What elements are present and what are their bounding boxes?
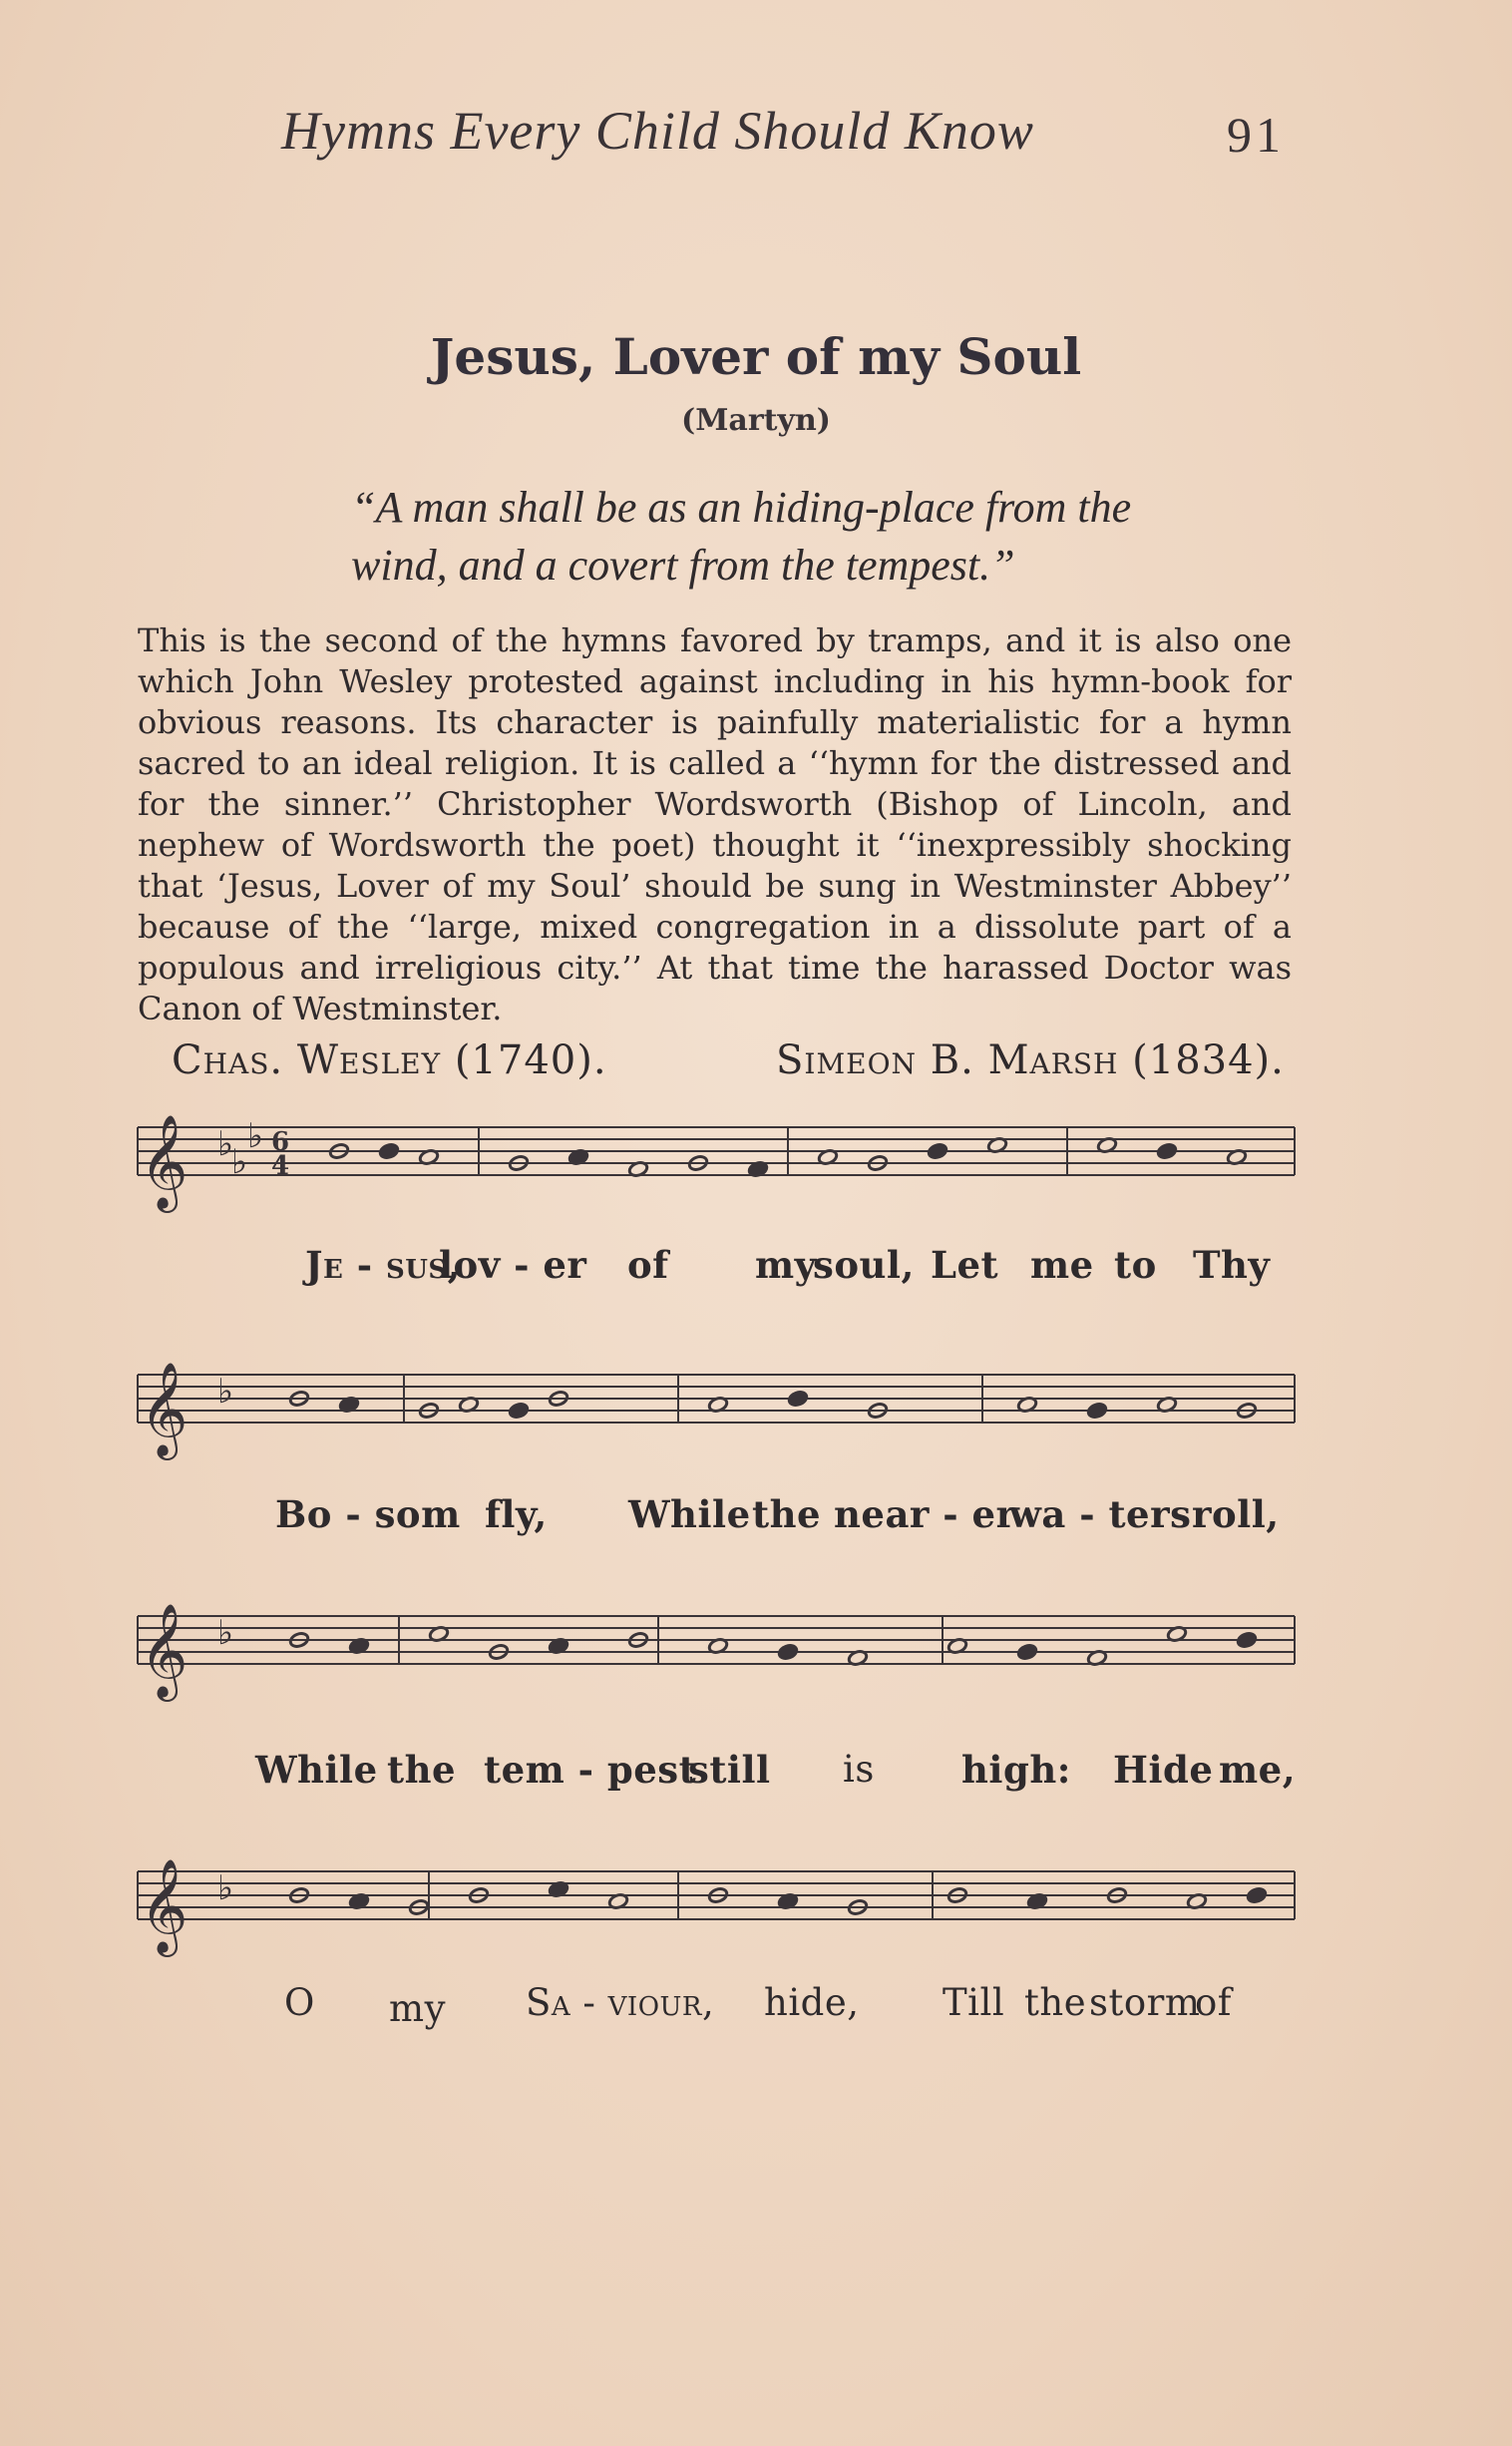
lyric-syllable: me, — [1219, 1748, 1297, 1792]
lyric-syllable: the — [387, 1748, 457, 1792]
lyric-syllable: Bo - som — [275, 1492, 461, 1536]
flat-sign-icon: ♭ — [217, 1124, 234, 1164]
lyric-syllable: While — [628, 1492, 751, 1536]
note-head — [378, 1142, 399, 1159]
lyric-syllable: Je - sus, — [305, 1243, 462, 1287]
lyric-syllable: still — [688, 1748, 771, 1792]
commentary-paragraph: This is the second of the hymns favored by tramps, and it is also one which John Wesley protested against including in his hymn-book for obvious reasons. Its character is painfully materialistic for a hymn sacred to an ideal religion. It is called a ‘‘hymn for the distressed and for the sinner.’’ Christopher Wordsworth (Bishop of Lincoln, and nephew of Wordsworth the poet) thought it ‘‘inexpressibly shocking that ‘Jesus, Lover of my Soul’ should be sung in Westminster Abbey’’ because of the ‘‘large, mixed congregation in a dissolute part of a populous and irreligious city.’’ At that time the harassed Doctor was Canon of Westminster. — [138, 621, 1292, 1027]
lyric-syllable: Till — [943, 1981, 1005, 2024]
lyric-syllable: near - er — [834, 1492, 1016, 1536]
note-head — [787, 1390, 808, 1407]
running-title: Hymns Every Child Should Know — [281, 101, 1034, 161]
hymn-title: Jesus, Lover of my Soul — [430, 327, 1082, 386]
epigraph-line-1: “A man shall be as an hiding-place from the — [351, 483, 1132, 532]
lyric-syllable: hide, — [764, 1981, 860, 2024]
lyric-syllable: wa - ters — [1009, 1492, 1192, 1536]
note-head — [508, 1402, 529, 1419]
lyric-syllable: Sa - viour, — [526, 1981, 715, 2024]
lyric-syllable: tem - pest — [484, 1748, 697, 1792]
flat-sign-icon: ♭ — [217, 1868, 234, 1908]
lyric-syllable: of — [627, 1243, 669, 1287]
note-head — [1236, 1631, 1257, 1648]
tune-name: (Martyn) — [681, 403, 831, 438]
lyric-syllable: my — [755, 1243, 817, 1287]
lyric-syllable: the — [1024, 1981, 1087, 2024]
lyric-syllable: soul, — [813, 1243, 915, 1287]
lyric-syllable: lov - er — [439, 1243, 587, 1287]
epigraph-line-2: wind, and a covert from the tempest.” — [351, 541, 1015, 590]
time-signature-bottom: 4 — [271, 1151, 290, 1181]
lyric-syllable: me — [1030, 1243, 1094, 1287]
note-head — [1086, 1402, 1107, 1419]
flat-sign-icon: ♭ — [217, 1613, 234, 1653]
treble-clef-icon: 𝄞 — [140, 1603, 189, 1698]
time-signature-top: 6 — [271, 1127, 290, 1157]
treble-clef-icon: 𝄞 — [140, 1114, 189, 1209]
note-head — [1016, 1643, 1037, 1660]
lyric-syllable: the — [752, 1492, 822, 1536]
lyric-syllable: Thy — [1193, 1243, 1271, 1287]
note-head — [1246, 1886, 1267, 1903]
staff-system-4 — [138, 1871, 1295, 1919]
lyric-syllable: roll, — [1192, 1492, 1280, 1536]
treble-clef-icon: 𝄞 — [140, 1858, 189, 1953]
lyric-syllable: O — [284, 1981, 315, 2024]
staff-system-1 — [138, 1127, 1295, 1175]
flat-sign-icon: ♭ — [231, 1142, 248, 1182]
music-credit: Simeon B. Marsh (1834). — [776, 1037, 1285, 1083]
note-head — [777, 1643, 798, 1660]
lyric-syllable: of — [1195, 1981, 1232, 2024]
note-head — [927, 1142, 947, 1159]
flat-sign-icon: ♭ — [217, 1372, 234, 1412]
lyric-syllable: high: — [961, 1748, 1071, 1792]
lyric-syllable: While — [255, 1748, 378, 1792]
treble-clef-icon: 𝄞 — [140, 1362, 189, 1456]
lyric-syllable: is — [843, 1748, 875, 1791]
lyric-syllable: Hide — [1113, 1748, 1214, 1792]
lyric-syllable: Let — [931, 1243, 999, 1287]
words-credit: Chas. Wesley (1740). — [172, 1037, 607, 1083]
lyric-syllable: my — [389, 1987, 446, 2030]
lyric-syllable: to — [1114, 1243, 1157, 1287]
note-head — [1156, 1142, 1177, 1159]
page-number: 91 — [1227, 107, 1285, 163]
lyric-syllable: storm — [1089, 1981, 1201, 2024]
flat-sign-icon: ♭ — [247, 1116, 264, 1156]
lyric-syllable: fly, — [485, 1492, 548, 1536]
